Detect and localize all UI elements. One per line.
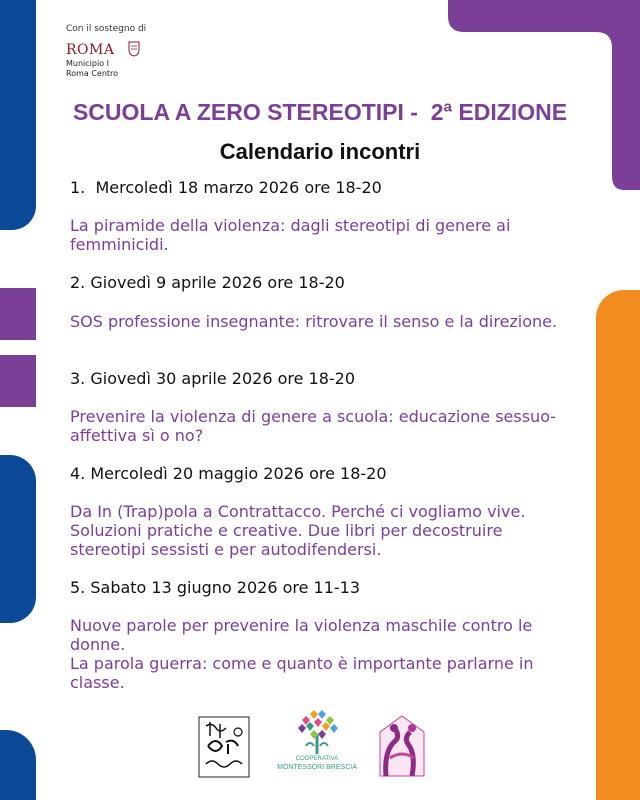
event-1-date: 1. Mercoledì 18 marzo 2026 ore 18-20: [70, 178, 382, 197]
cooperativa-montessori-logo: [272, 706, 362, 776]
tutto-un-altro-genere-logo: [198, 716, 250, 778]
event-3-date: 3. Giovedì 30 aprile 2026 ore 18-20: [70, 369, 356, 388]
decor-blue-bar-bottom: [0, 730, 36, 800]
roma-logo-text: ROMA: [66, 42, 115, 58]
event-5-topic: Nuove parole per prevenire la violenza maschile contro le donne.: [70, 616, 533, 654]
event-4-date: 4. Mercoledì 20 maggio 2026 ore 18-20: [70, 464, 387, 483]
decor-orange-bar: [596, 290, 640, 800]
event-5-topic-2: La parola guerra: come e quanto è importante parlarne in classe.: [70, 654, 534, 692]
event-3-topic: Prevenire la violenza di genere a scuola: educazione sessuo-affettiva sì o no?: [70, 407, 557, 445]
hearts-tree-icon: [272, 706, 362, 756]
decor-blue-bar-middle: [0, 455, 36, 623]
page-title: SCUOLA A ZERO STEREOTIPI - 2ª EDIZIONE: [72, 99, 568, 125]
decor-purple-block-1: [0, 288, 36, 340]
coop-name: MONTESSORI BRESCIA: [277, 764, 357, 771]
event-1-topic: La piramide della violenza: dagli stereotipi di genere ai femminicidi.: [70, 216, 511, 254]
event-5-date: 5. Sabato 13 giugno 2026 ore 11-13: [70, 578, 361, 597]
sponsor-label: Con il sostegno di: [66, 24, 147, 34]
decor-purple-block-2: [0, 355, 36, 407]
event-2-date: 2. Giovedì 9 aprile 2026 ore 18-20: [70, 273, 345, 292]
event-2-topic: SOS professione insegnante: ritrovare il senso e la direzione.: [70, 312, 558, 331]
event-4-topic: Da In (Trap)pola a Contrattacco. Perché ci vogliamo vive. Soluzioni pratiche e creative. Due libri per decostruire stereotipi sessisti e per autodifendersi.: [70, 502, 526, 559]
roma-crest-icon: [128, 41, 140, 57]
page-subtitle: Calendario incontri: [219, 139, 421, 164]
casa-delle-donne-logo: [372, 712, 432, 778]
sponsor-roma-centro: Roma Centro: [66, 69, 119, 78]
sponsor-municipio: Municipio I: [66, 59, 109, 68]
coop-label: COOPERATIVA: [295, 756, 339, 762]
